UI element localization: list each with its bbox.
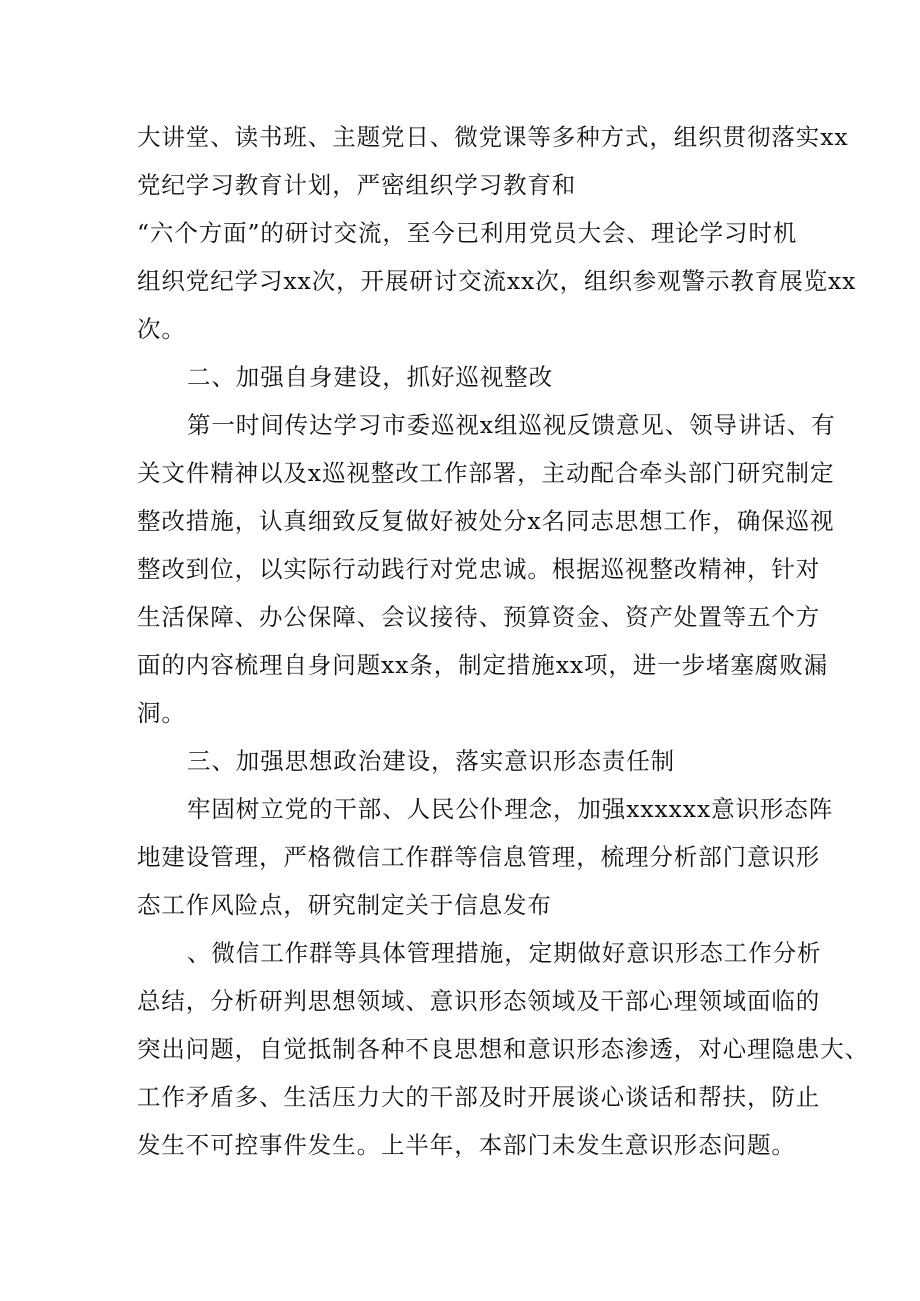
body-text-line: 面的内容梳理自身问题xx条，制定措施xx项，进一步堵塞腐败漏 — [137, 651, 829, 679]
body-text-line: 工作矛盾多、生活压力大的干部及时开展谈心谈话和帮扶，防止 — [137, 1083, 821, 1111]
body-text-line: 态工作风险点，研究制定关于信息发布 — [137, 891, 552, 919]
body-text-line: “六个方面”的研讨交流，至今已利用党员大会、理论学习时机 — [137, 219, 798, 247]
body-text-line: 关文件精神以及x巡视整改工作部署，主动配合牵头部门研究制定 — [137, 459, 835, 487]
body-text-line: 总结，分析研判思想领域、意识形态领域及干部心理领域面临的 — [137, 987, 821, 1015]
body-text-line: 组织党纪学习xx次，开展研讨交流xx次，组织参观警示教育展览xx — [137, 267, 857, 295]
section-heading: 三、加强思想政治建设，落实意识形态责任制 — [187, 747, 675, 775]
body-text-line: 整改措施，认真细致反复做好被处分x名同志思想工作，确保巡视 — [137, 507, 835, 535]
section-heading: 二、加强自身建设，抓好巡视整改 — [187, 363, 553, 391]
body-text-line: 洞。 — [137, 699, 186, 727]
body-text-line: 、微信工作群等具体管理措施，定期做好意识形态工作分析 — [187, 939, 822, 967]
body-text-line: 生活保障、办公保障、会议接待、预算资金、资产处置等五个方 — [137, 603, 821, 631]
body-text-line: 牢固树立党的干部、人民公仆理念，加强xxxxxx意识形态阵 — [187, 795, 834, 823]
body-text-line: 次。 — [137, 315, 186, 343]
body-text-line: 大讲堂、读书班、主题党日、微党课等多种方式，组织贯彻落实xx — [137, 123, 849, 151]
body-text-line: 突出问题，自觉抵制各种不良思想和意识形态渗透，对心理隐患大、 — [137, 1035, 869, 1063]
body-text-line: 党纪学习教育计划，严密组织学习教育和 — [137, 171, 577, 199]
body-text-line: 第一时间传达学习市委巡视x组巡视反馈意见、领导讲话、有 — [187, 411, 836, 439]
body-text-line: 地建设管理，严格微信工作群等信息管理，梳理分析部门意识形 — [137, 843, 821, 871]
body-text-line: 整改到位，以实际行动践行对党忠诚。根据巡视整改精神，针对 — [137, 555, 821, 583]
body-text-line: 发生不可控事件发生。上半年，本部门未发生意识形态问题。 — [137, 1131, 796, 1159]
